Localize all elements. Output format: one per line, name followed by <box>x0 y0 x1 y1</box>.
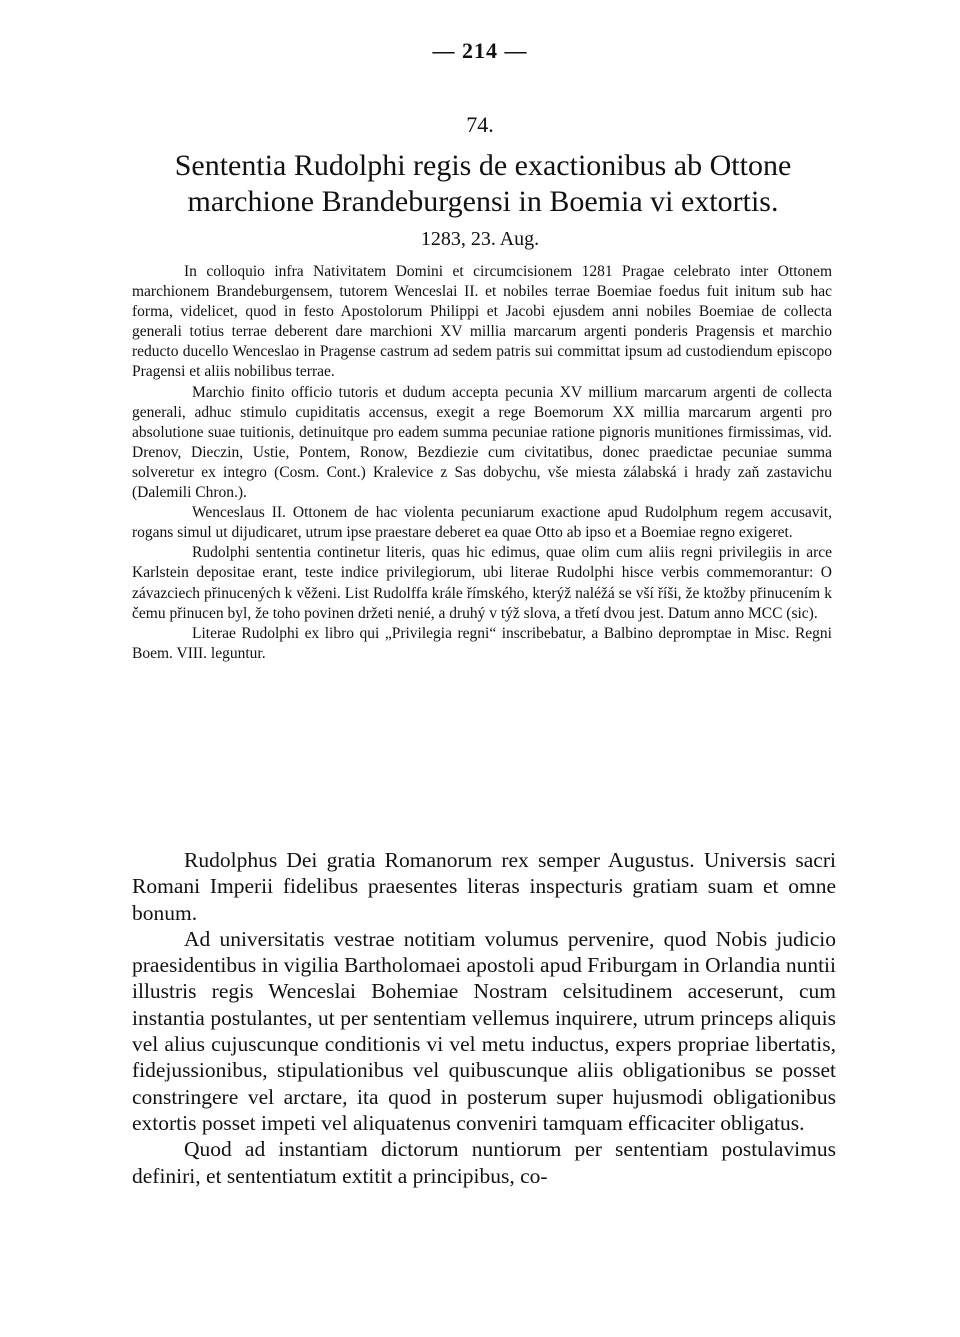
editorial-introduction <box>132 262 832 664</box>
document-number: 74. <box>466 112 494 137</box>
charter-paragraph: Ad universitatis vestrae notitiam volumus pervenire, quod Nobis judicio praesidentibus in vigilia Bartholomaei apostoli apud Friburgam in Orlandia nuntii illustris regis Wenceslai Bohemiae Nostram celsitudinem acceserunt, cum instantia postulantes, ut per sententiam vellemus inquirere, utrum princeps aliquis vel alius cujuscunque conditionis vi vel metu inductus, expers propriae libertatis, fidejussionibus, stipulationibus vel quibuscunque aliis obligationibus se posset constringere vel arctare, ita quod in posterum super hujusmodi obligationibus extortis posset impeti vel aliquatenus conveniri tamquam efficaciter obligatus. <box>132 926 836 1135</box>
intro-paragraph: In colloquio infra Nativitatem Domini et circumcisionem 1281 Pragae celebrato inter Ottonem marchionem Brandeburgensem, tutorem Wenceslai II. et nobiles terrae Boemiae foedus fuit initum sub hac forma, videlicet, quod in festo Apostolorum Philippi et Jacobi ejusdem anni nobiles Boemiae de collecta generali totius terrae deberent dare marchioni XV millia marcarum argenti ponderis Pragensis et marchio reducto ducello Wenceslao in Pragense castrum ad sedem patris sui committat ipsum ad custodiendum episcopo Pragensi et aliis nobilibus terrae. <box>132 263 832 381</box>
intro-paragraph: Marchio finito officio tutoris et dudum accepta pecunia XV millium marcarum argenti de collecta generali, adhuc stimulo cupiditatis accensus, exegit a rege Boemorum XX millia marcarum argenti pro absolutione suae tuitionis, detinuitque pro eadem summa pecuniae ratione pignoris munitiones firmissimas, vid. Drenov, Dieczin, Ustie, Pontem, Ronow, Bezdiezie cum civitatibus, donec praedictae pecuniae summa solveretur ex integro (Cosm. Cont.) Kralevice z Sas dobychu, vše miesta zálabská i hrady zaň zastavichu (Dalemili Chron.). <box>132 383 832 502</box>
charter-paragraph: Rudolphus Dei gratia Romanorum rex semper Augustus. Universis sacri Romani Imperii fidelibus praesentes literas inspecturis gratiam suam et omne bonum. <box>132 848 836 925</box>
document-date: 1283, 23. Aug. <box>420 228 540 250</box>
intro-paragraph: Rudolphi sententia continetur literis, quas hic edimus, quae olim cum aliis regni privilegiis in arce Karlstein depositae erant, teste indice privilegiorum, ubi literae Rudolphi hisce verbis commemorantur: O závazciech přinucených k věženi. List Rudolffa krále římského, kterýž naléžá se vší říši, že ktožby přinucením k čemu přinucen byl, že toho povinen držeti nenié, a druhý v týž slova, a třetí dvou jest. Datum anno MCC (sic). <box>132 544 832 622</box>
document-title: Sententia Rudolphi regis de exactionibus ab Ottone marchione Brandeburgensi in Boemia vi extortis. <box>174 149 792 218</box>
page-number: — 214 — <box>432 38 528 63</box>
charter-text <box>132 847 836 1189</box>
intro-paragraph: Literae Rudolphi ex libro qui „Privilegia regni“ inscribebatur, a Balbino depromptae in Misc. Regni Boem. VIII. leguntur. <box>132 624 832 662</box>
intro-paragraph: Wenceslaus II. Ottonem de hac violenta pecuniarum exactione apud Rudolphum regem accusavit, rogans simul ut dijudicaret, utrum ipse praestare deberet ea quae Otto ab ipso et a Boemiae regno exigeret. <box>132 504 832 542</box>
charter-paragraph: Quod ad instantiam dictorum nuntiorum per sententiam postulavimus definiri, et sententiatum extitit a principibus, co- <box>132 1137 836 1188</box>
